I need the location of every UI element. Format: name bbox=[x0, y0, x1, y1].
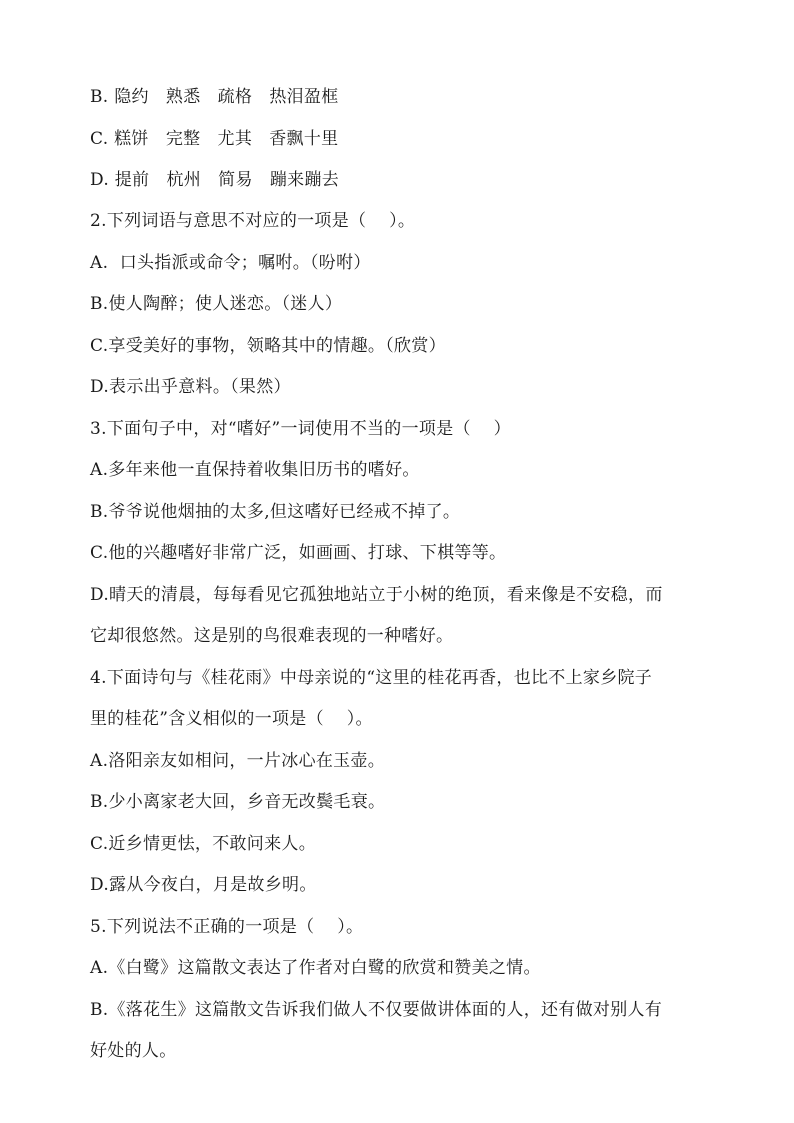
question-4-option-c: C.近乡情更怯，不敢问来人。 bbox=[90, 834, 317, 854]
option-b-words-line: B. 隐约 熟悉 疏格 热泪盈框 bbox=[90, 87, 339, 107]
question-2-option-d: D.表示出乎意料。（果然） bbox=[90, 377, 291, 397]
question-5-option-a: A.《白鹭》这篇散文表达了作者对白鹭的欣赏和赞美之情。 bbox=[90, 958, 541, 978]
question-2-option-a: A. 口头指派或命令；嘱咐。（吩咐） bbox=[90, 253, 371, 273]
question-5-option-b-cont: 好处的人。 bbox=[90, 1041, 177, 1061]
question-5-stem: 5.下列说法不正确的一项是（ ）。 bbox=[90, 917, 364, 937]
question-3-option-c: C.他的兴趣嗜好非常广泛，如画画、打球、下棋等等。 bbox=[90, 543, 507, 563]
question-4-stem-cont: 里的桂花”含义相似的一项是（ ）。 bbox=[90, 709, 373, 729]
question-3-stem: 3.下面句子中，对“嗜好”一词使用不当的一项是（ ） bbox=[90, 419, 511, 439]
question-4-option-d: D.露从今夜白，月是故乡明。 bbox=[90, 875, 317, 895]
question-4-option-a: A.洛阳亲友如相问，一片冰心在玉壶。 bbox=[90, 751, 386, 771]
question-4-option-b: B.少小离家老大回，乡音无改鬓毛衰。 bbox=[90, 792, 386, 812]
question-3-option-d-cont: 它却很悠然。这是别的鸟很难表现的一种嗜好。 bbox=[90, 626, 454, 646]
question-4-stem: 4.下面诗句与《桂花雨》中母亲说的“这里的桂花再香，也比不上家乡院子 bbox=[90, 668, 653, 688]
question-3-option-b: B.爷爷说他烟抽的太多,但这嗜好已经戒不掉了。 bbox=[90, 502, 461, 522]
question-5-option-b: B.《落花生》这篇散文告诉我们做人不仅要做讲体面的人，还有做对别人有 bbox=[90, 1000, 663, 1020]
question-3-option-d: D.晴天的清晨，每每看见它孤独地站立于小树的绝顶，看来像是不安稳，而 bbox=[90, 585, 663, 605]
question-3-option-a: A.多年来他一直保持着收集旧历书的嗜好。 bbox=[90, 460, 420, 480]
option-d-words-line: D. 提前 杭州 简易 蹦来蹦去 bbox=[90, 170, 340, 190]
question-2-option-b: B.使人陶醉；使人迷恋。（迷人） bbox=[90, 294, 343, 314]
option-c-words-line: C. 糕饼 完整 尤其 香飘十里 bbox=[90, 129, 339, 149]
question-2-stem: 2.下列词语与意思不对应的一项是（ ）。 bbox=[90, 211, 416, 231]
question-2-option-c: C.享受美好的事物，领略其中的情趣。（欣赏） bbox=[90, 336, 446, 356]
